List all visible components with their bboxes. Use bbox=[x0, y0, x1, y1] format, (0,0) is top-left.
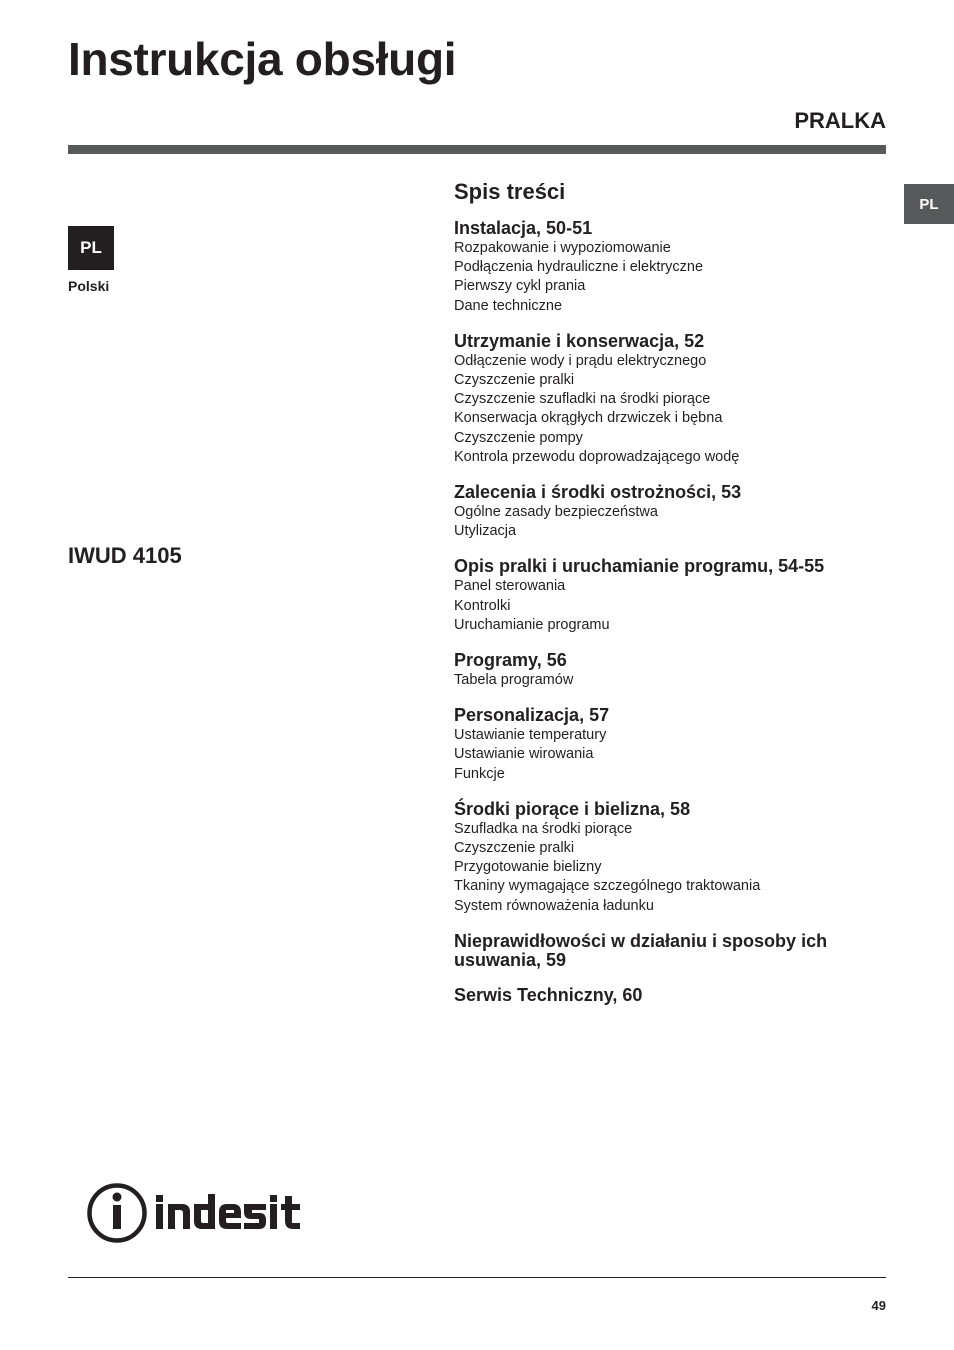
toc-item: Panel sterowania bbox=[454, 578, 566, 595]
toc-section bbox=[454, 557, 886, 635]
toc-section bbox=[454, 651, 886, 690]
toc-item: Przygotowanie bielizny bbox=[454, 859, 602, 876]
toc-sections bbox=[454, 219, 886, 1005]
toc-section bbox=[454, 800, 886, 916]
logo-wordmark bbox=[156, 1194, 300, 1229]
indesit-logo bbox=[86, 1182, 318, 1244]
toc-section bbox=[454, 932, 886, 970]
model-number: IWUD 4105 bbox=[68, 543, 182, 568]
toc-section-title: Zalecenia i środki ostrożności, 53 bbox=[454, 482, 742, 503]
toc-item: Ogólne zasady bezpieczeństwa bbox=[454, 504, 658, 521]
language-badge: PL bbox=[68, 226, 114, 270]
header-divider bbox=[68, 145, 886, 154]
toc-item: Rozpakowanie i wypoziomowanie bbox=[454, 240, 671, 256]
product-type: PRALKA bbox=[794, 108, 886, 133]
toc-item: Pierwszy cykl prania bbox=[454, 278, 586, 295]
toc-item: Odłączenie wody i prądu elektrycznego bbox=[454, 352, 707, 369]
logo-stem bbox=[113, 1205, 121, 1229]
toc-section-title: Personalizacja, 57 bbox=[454, 705, 610, 726]
toc-item: Szufladka na środki piorące bbox=[454, 820, 633, 837]
toc-section-title: Serwis Techniczny, 60 bbox=[454, 984, 643, 1005]
toc-section-title: Instalacja, 50-51 bbox=[454, 218, 593, 238]
toc-item: Dane techniczne bbox=[454, 297, 563, 314]
toc-item: Podłączenia hydrauliczne i elektryczne bbox=[454, 259, 704, 276]
toc-section bbox=[454, 332, 886, 467]
toc-item: Kontrola przewodu doprowadzającego wodę bbox=[454, 448, 740, 465]
toc-item: Ustawianie temperatury bbox=[454, 727, 607, 744]
toc-item: Tkaniny wymagające szczególnego traktowania bbox=[454, 878, 761, 895]
language-side-tab: PL bbox=[904, 184, 954, 224]
footer-divider bbox=[68, 1277, 886, 1278]
toc-item: Czyszczenie pompy bbox=[454, 429, 583, 446]
toc-section-title: Programy, 56 bbox=[454, 650, 567, 671]
language-name: Polski bbox=[68, 278, 110, 294]
toc-item: Funkcje bbox=[454, 765, 505, 782]
toc-section bbox=[454, 483, 886, 541]
toc-section-title: Utrzymanie i konserwacja, 52 bbox=[454, 330, 705, 351]
toc-heading: Spis treści bbox=[454, 179, 566, 204]
toc-item: Konserwacja okrągłych drzwiczek i bębna bbox=[454, 410, 723, 427]
toc-section-title: Nieprawidłowości w działaniu i sposoby ich usuwania, 59 bbox=[454, 930, 828, 970]
toc-item: Ustawianie wirowania bbox=[454, 746, 594, 763]
page-number: 49 bbox=[871, 1298, 886, 1313]
page-title: Instrukcja obsługi bbox=[68, 33, 457, 85]
toc-section-title: Środki piorące i bielizna, 58 bbox=[454, 798, 691, 819]
toc-item: Kontrolki bbox=[454, 597, 511, 614]
logo-dot bbox=[113, 1193, 122, 1202]
toc-item: Czyszczenie pralki bbox=[454, 840, 575, 857]
toc-item: Czyszczenie szufladki na środki piorące bbox=[454, 391, 711, 408]
toc-item: Czyszczenie pralki bbox=[454, 372, 575, 389]
table-of-contents bbox=[454, 178, 886, 1021]
toc-item: System równoważenia ładunku bbox=[454, 897, 654, 914]
toc-item: Tabela programów bbox=[454, 672, 574, 689]
toc-item: Utylizacja bbox=[454, 523, 517, 540]
toc-item: Uruchamianie programu bbox=[454, 616, 610, 633]
toc-section-title: Opis pralki i uruchamianie programu, 54-55 bbox=[454, 556, 825, 577]
toc-section bbox=[454, 706, 886, 784]
toc-section bbox=[454, 986, 886, 1005]
toc-section bbox=[454, 219, 886, 316]
